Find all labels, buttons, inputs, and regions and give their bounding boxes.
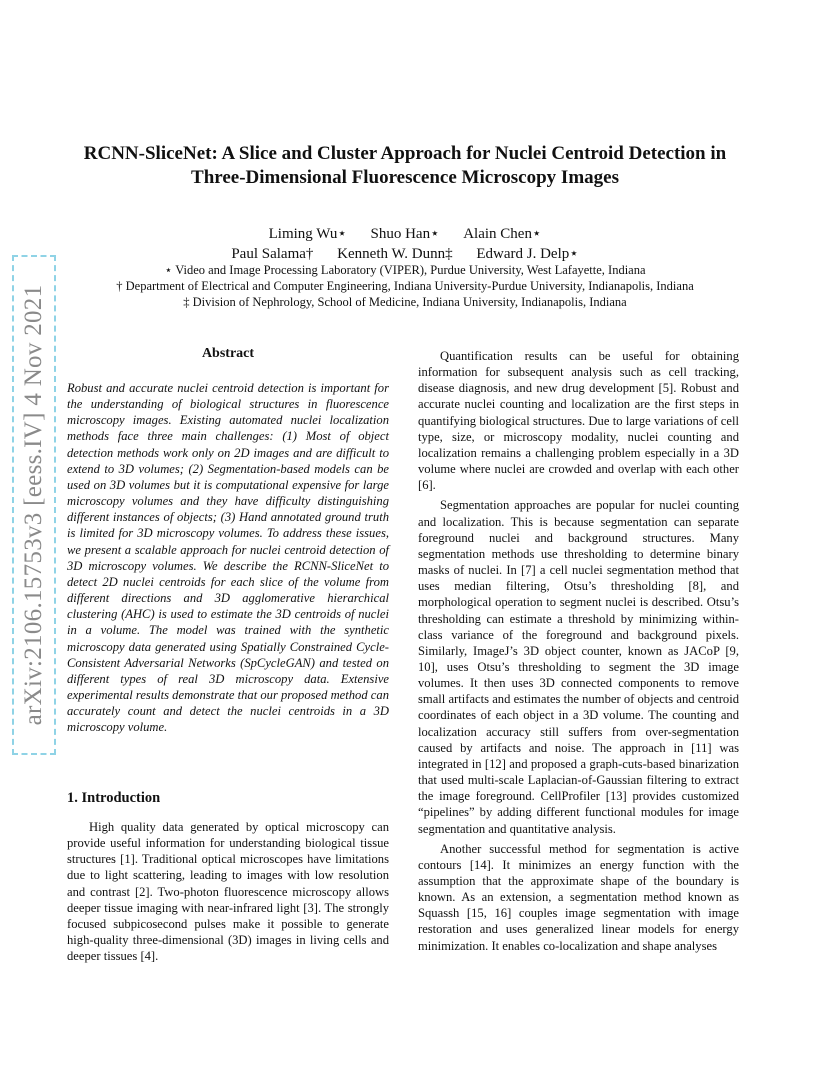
abstract-heading: Abstract (201, 346, 255, 361)
paper-title-line-2: Three-Dimensional Fluorescence Microscopy Images (191, 167, 619, 188)
affiliation-list (60, 262, 750, 310)
author-name: Paul Salama† (231, 246, 314, 262)
author-list (60, 224, 750, 264)
arxiv-identifier-stamp (12, 255, 56, 755)
author-row-1 (60, 224, 750, 244)
right-column-body (418, 348, 739, 954)
introduction-paragraph-1: High quality data generated by optical microscopy can provide useful information for understanding biological tissue structures [1]. Traditional optical microscopes have limitations due to light scattering, leading to images with low resolution and contrast [2]. Two-photon fluorescence microscopy allows deeper tissue imaging with near-infrared light [3]. The strongly focused subpicosecond pulses make it possible to generate high-quality three-dimensional (3D) images in living cells and deeper tissues [4]. (67, 820, 389, 964)
right-paragraph-3: Another successful method for segmentation is active contours [14]. It minimizes an energy function with the assumption that the approximate shape of the boundary is known. As an extension, a segmentation method known as Squassh [15, 16] couples image segmentation with image restoration and uses generalized linear models for energy minimization. It enables co-localization and shape analyses (418, 841, 739, 953)
affiliation-purdue: ⋆ Video and Image Processing Laboratory (VIPER), Purdue University, West Lafayette, Indiana (164, 263, 646, 277)
paper-title-line-1: RCNN-SliceNet: A Slice and Cluster Approach for Nuclei Centroid Detection in (83, 143, 727, 164)
right-paragraph-1: Quantification results can be useful for obtaining information for subsequent analysis such as cell tracking, disease diagnosis, and new drug development [5]. Robust and accurate nuclei counting and localization are the first steps in quantifying biological structures. Due to large variations of cell type, size, or microscopy modality, nuclei counting and localization remains a challenging problem especially in a 3D volume where nuclei are crowded and overlap with each other [6]. (418, 349, 739, 493)
affiliation-iupui: † Department of Electrical and Computer Engineering, Indiana University-Purdue University, Indianapolis, Indiana (116, 279, 694, 293)
author-name: Kenneth W. Dunn‡ (337, 246, 453, 262)
author-name: Liming Wu⋆ (268, 226, 347, 242)
introduction-body (67, 819, 389, 964)
right-paragraph-2: Segmentation approaches are popular for nuclei counting and localization. This is because segmentation can separate foreground nuclei and background structures. Many segmentation methods use thresholding to determine binary masks of nuclei. In [7] a cell nuclei segmentation method that uses median filtering, Otsu’s thresholding [8], and morphological operation to segment nuclei is described. Otsu’s thresholding can estimate a threshold by minimizing within-class variance of the foreground and background pixels. Similarly, ImageJ’s 3D object counter, known as JACoP [9, 10], uses Otsu’s thresholding to segment the 3D image volumes. It then uses 3D connected components to remove small artifacts and estimates the number of objects and centroid coordinates of each object in a 3D volume. The counting and localization accuracy still suffers from over-segmentation caused by artifacts and noise. The approach in [11] was integrated in [12] and proposed a graph-cuts-based binarization that used multi-scale Laplacian-of-Gaussian filtering to extract the image foreground. CellProfiler [13] provides customized “pipelines” by adding different functional modules for image segmentation and quantitative analysis. (418, 498, 739, 836)
arxiv-identifier-text: arXiv:2106.15753v3 [eess.IV] 4 Nov 2021 (20, 284, 47, 726)
introduction-heading: 1. Introduction (67, 790, 161, 806)
author-row-2 (60, 244, 750, 264)
abstract-text: Robust and accurate nuclei centroid detection is important for the understanding of biological structures in fluorescence microscopy images. Existing automated nuclei localization methods face three main challenges: (1) Most of object detection methods work only on 2D images and are difficult to extend to 3D volumes; (2) Segmentation-based models can be used on 3D volumes but it is computational expensive for large microscopy volumes and they have difficulty distinguishing different instances of objects; (3) Hand annotated ground truth is limited for 3D microscopy volumes. To address these issues, we present a scalable approach for nuclei centroid detection of 3D microscopy volumes. We describe the RCNN-SliceNet to detect 2D nuclei centroids for each slice of the volume from different directions and 3D agglomerative hierarchical clustering (AHC) is used to estimate the 3D centroids of nuclei in a volume. The model was trained with the synthetic microscopy data generated using Spatially Constrained Cycle-Consistent Adversarial Networks (SpCycleGAN) and tested on different types of real 3D microscopy data. Extensive experimental results demonstrate that our proposed method can accurately count and detect the nuclei centroids in a 3D microscopy volume. (67, 381, 389, 735)
author-name: Edward J. Delp⋆ (476, 246, 579, 262)
affiliation-nephrology: ‡ Division of Nephrology, School of Medicine, Indiana University, Indianapolis, Indiana (183, 295, 627, 309)
author-name: Shuo Han⋆ (370, 226, 440, 242)
paper-title (60, 142, 750, 190)
author-name: Alain Chen⋆ (463, 226, 542, 242)
